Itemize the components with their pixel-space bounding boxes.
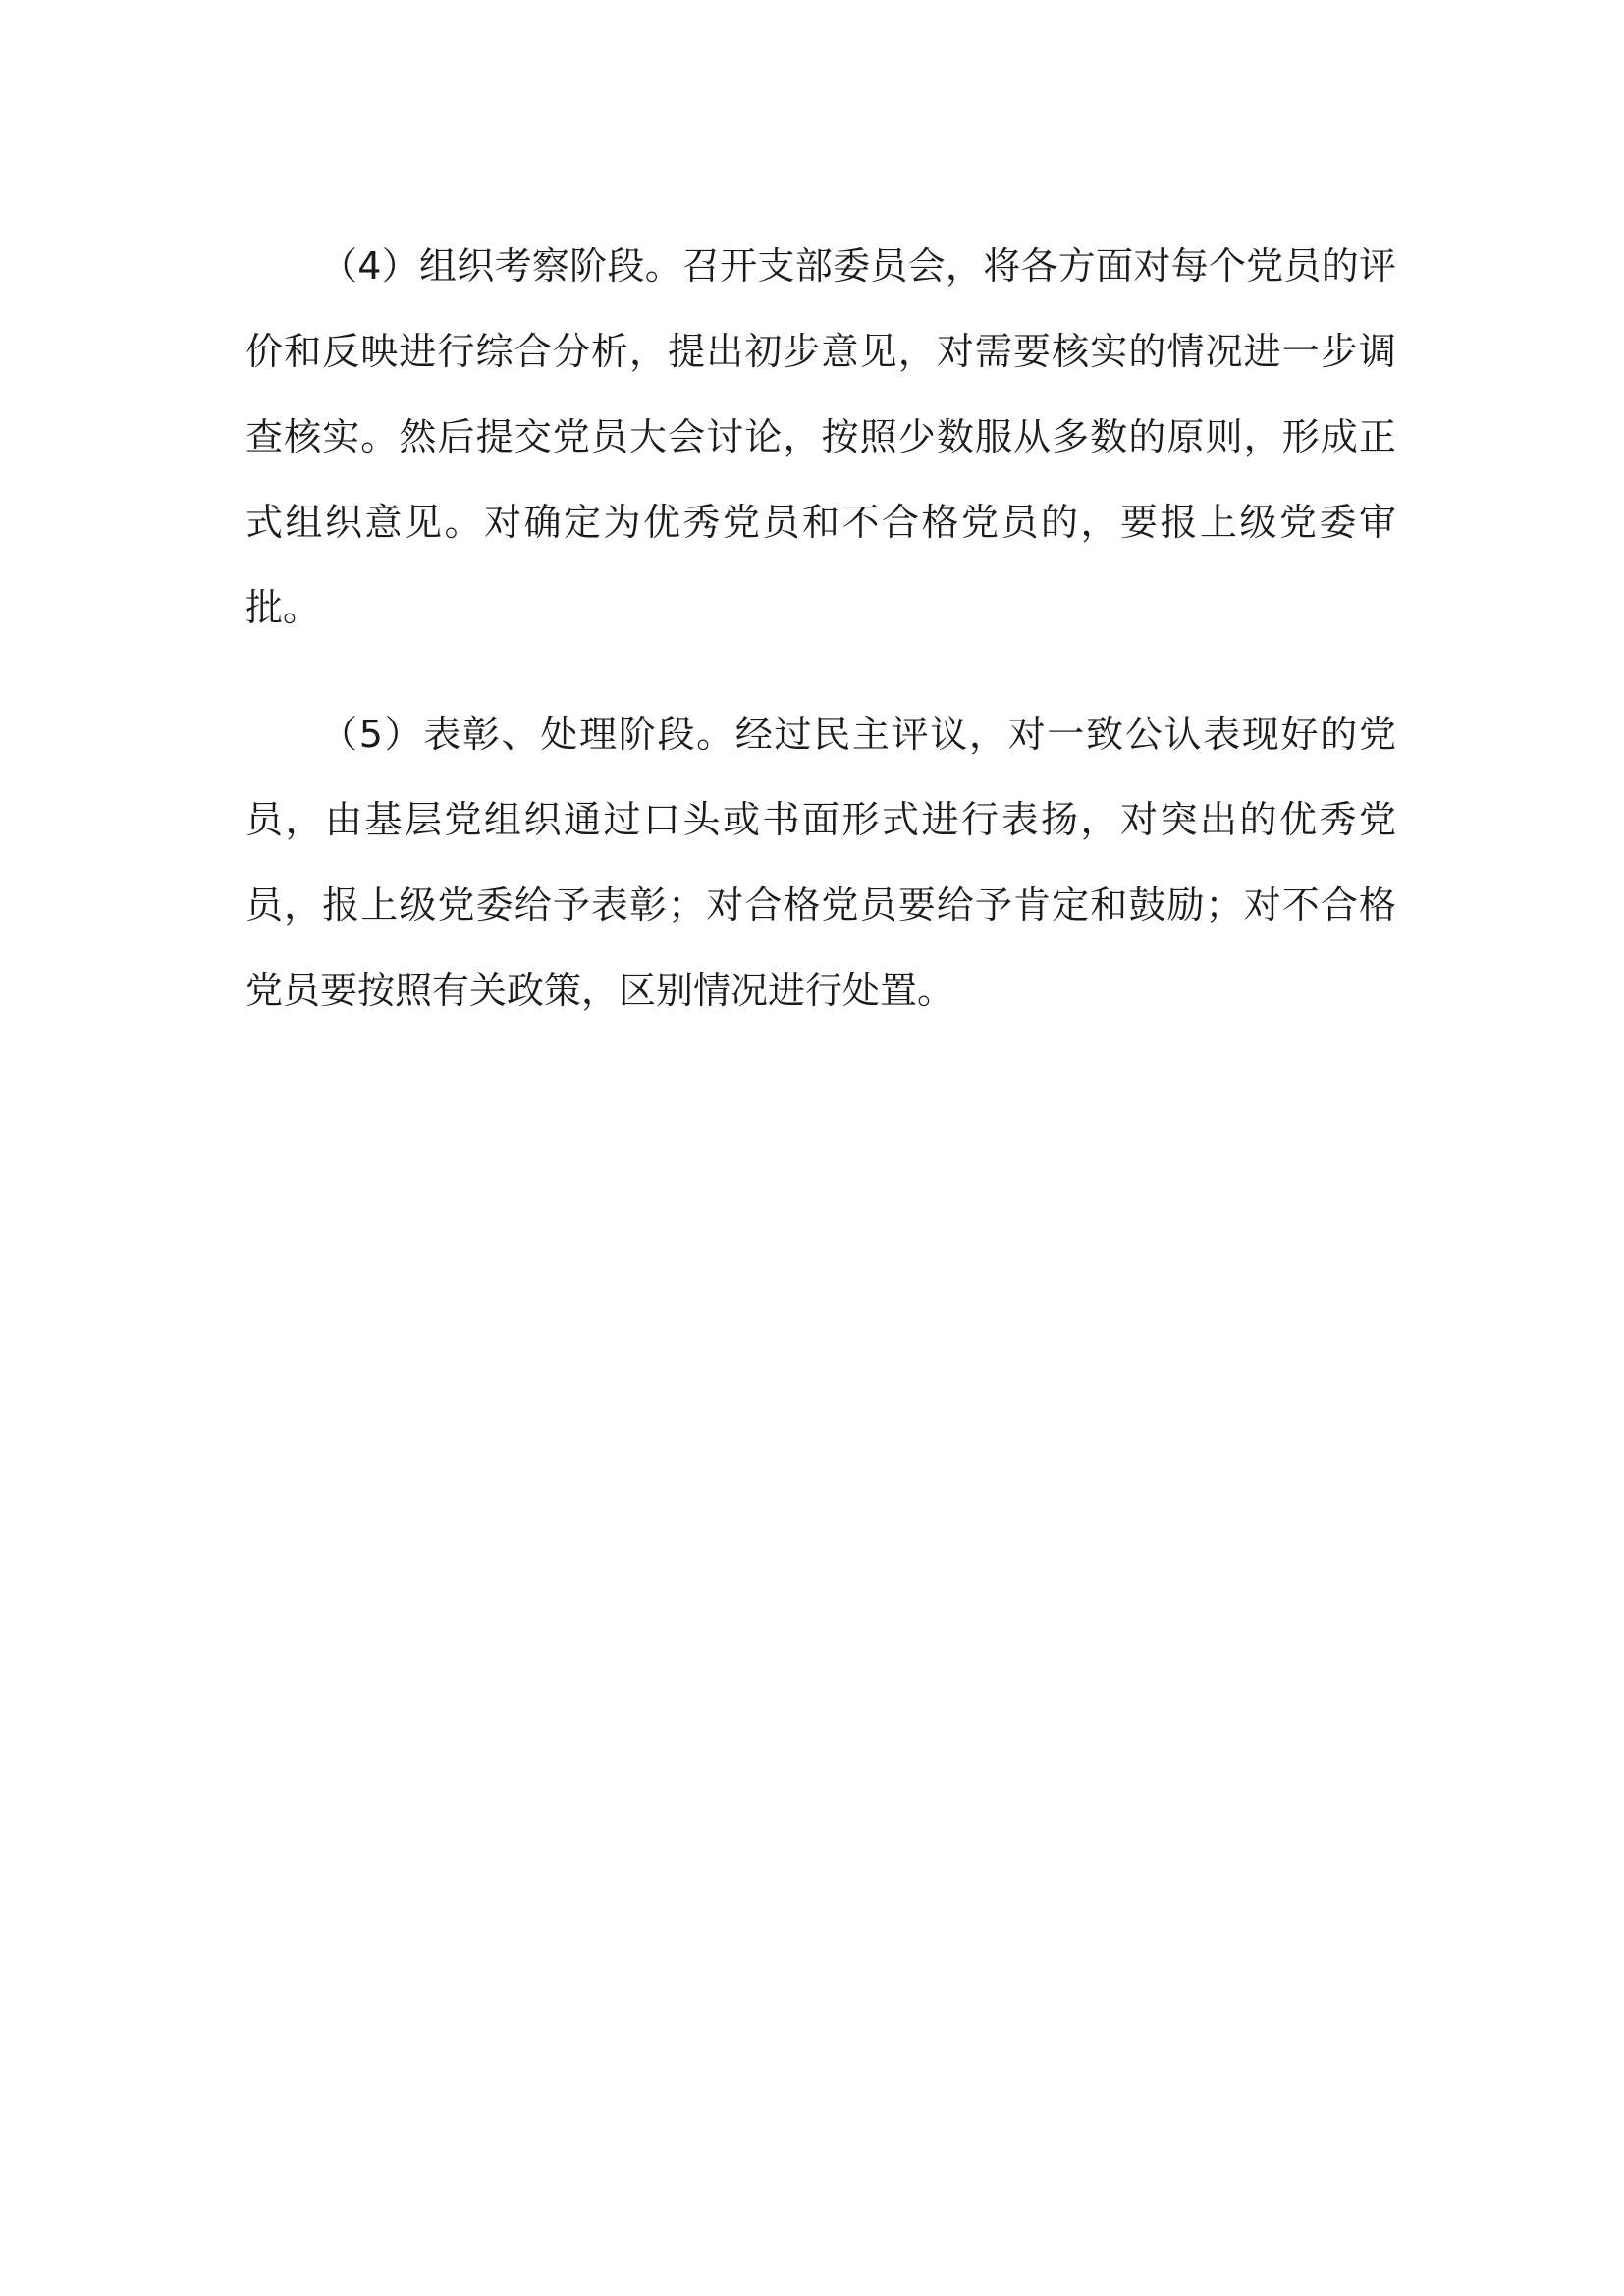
- paragraph-organizational-review-stage: （4）组织考察阶段。召开支部委员会，将各方面对每个党员的评价和反映进行综合分析，提出初步意见，对需要核实的情况进一步调查核实。然后提交党员大会讨论，按照少数服从多数的原则，形成正式组织意见。对确定为优秀党员和不合格党员的，要报上级党委审批。: [245, 244, 1396, 629]
- paragraph-commendation-handling-stage: （5）表彰、处理阶段。经过民主评议，对一致公认表现好的党员，由基层党组织通过口头或书面形式进行表扬，对突出的优秀党员，报上级党委给予表彰；对合格党员要给予肯定和鼓励；对不合格党员要按照有关政策，区别情况进行处置。: [245, 713, 1396, 1012]
- document-body: [245, 224, 1396, 1075]
